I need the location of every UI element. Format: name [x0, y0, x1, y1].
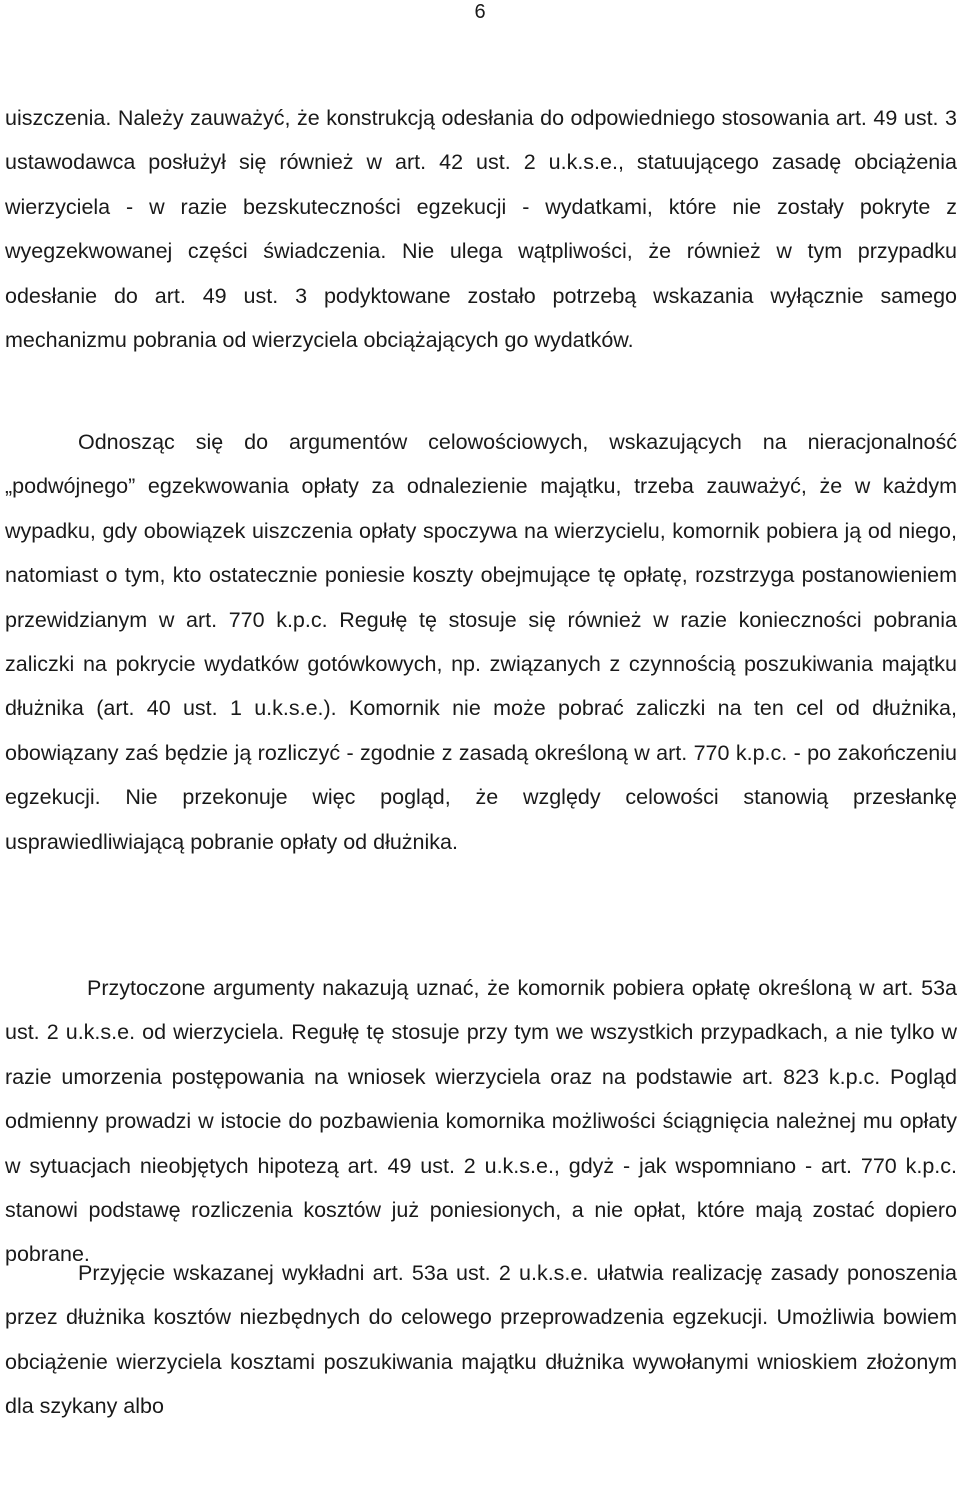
paragraph-1: uiszczenia. Należy zauważyć, że konstrukcją odesłania do odpowiedniego stosowania art. 49 ust. 3 ustawodawca posłużył się również w art. 42 ust. 2 u.k.s.e., statuującego zasadę obciążenia wierzyciela - w razie bezskuteczności egzekucji - wydatkami, które nie zostały pokryte z wyegzekwowanej części świadczenia. Nie ulega wątpliwości, że również w tym przypadku odesłanie do art. 49 ust. 3 podyktowane zostało potrzebą wskazania wyłącznie samego mechanizmu pobrania od wierzyciela obciążających go wydatków.: [5, 106, 957, 353]
paragraph-4: Przyjęcie wskazanej wykładni art. 53a ust. 2 u.k.s.e. ułatwia realizację zasady ponoszenia przez dłużnika kosztów niezbędnych do celowego przeprowadzenia egzekucji. Umożliwia bowiem obciążenie wierzyciela kosztami poszukiwania majątku dłużnika wywołanymi wnioskiem złożonym dla szykany albo: [5, 1261, 957, 1419]
paragraph-3: Przytoczone argumenty nakazują uznać, że komornik pobiera opłatę określoną w art. 53a ust. 2 u.k.s.e. od wierzyciela. Regułę tę stosuje przy tym we wszystkich przypadkach, a nie tylko w razie umorzenia postępowania na wniosek wierzyciela oraz na podstawie art. 823 k.p.c. Pogląd odmienny prowadzi w istocie do pozbawienia komornika możliwości ściągnięcia należnej mu opłaty w sytuacjach nieobjętych hipotezą art. 49 ust. 2 u.k.s.e., gdyż - jak wspomniano - art. 770 k.p.c. stanowi podstawę rozliczenia kosztów już poniesionych, a nie opłat, które mają zostać dopiero pobrane.: [5, 976, 957, 1267]
page-number: 6: [474, 1, 486, 23]
paragraph-2: Odnosząc się do argumentów celowościowych, wskazujących na nieracjonalność „podwójnego” egzekwowania opłaty za odnalezienie majątku, trzeba zauważyć, że w każdym wypadku, gdy obowiązek uiszczenia opłaty spoczywa na wierzycielu, komornik pobiera ją od niego, natomiast o tym, kto ostatecznie poniesie koszty obejmujące tę opłatę, rozstrzyga postanowieniem przewidzianym w art. 770 k.p.c. Regułę tę stosuje się również w razie konieczności pobrania zaliczki na pokrycie wydatków gotówkowych, np. związanych z czynnością poszukiwania majątku dłużnika (art. 40 ust. 1 u.k.s.e.). Komornik nie może pobrać zaliczki na ten cel od dłużnika, obowiązany zaś będzie ją rozliczyć - zgodnie z zasadą określoną w art. 770 k.p.c. - po zakończeniu egzekucji. Nie przekonuje więc pogląd, że względy celowości stanowią przesłankę usprawiedliwiającą pobranie opłaty od dłużnika.: [5, 430, 957, 854]
